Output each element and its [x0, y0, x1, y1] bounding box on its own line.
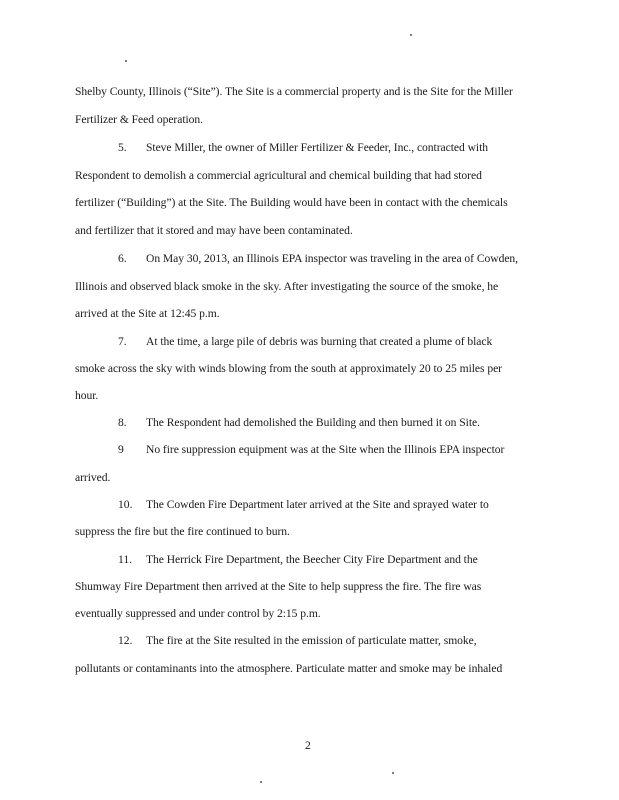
body-text-line: The Respondent had demolished the Building and then burned it on Site.: [146, 416, 480, 429]
body-text-line: arrived.: [75, 471, 111, 484]
body-text-line: Respondent to demolish a commercial agricultural and chemical building that had stored: [75, 169, 482, 182]
body-text-line: hour.: [75, 389, 99, 402]
body-text-line: At the time, a large pile of debris was burning that created a plume of black: [146, 335, 493, 348]
body-text-line: pollutants or contaminants into the atmosphere. Particulate matter and smoke may be inhaled: [75, 662, 503, 675]
body-text-line: Illinois and observed black smoke in the sky. After investigating the source of the smoke, he: [75, 280, 499, 293]
body-text-line: and fertilizer that it stored and may have been contaminated.: [75, 224, 353, 237]
paragraph-number: 11.: [118, 553, 133, 566]
body-text-line: On May 30, 2013, an Illinois EPA inspector was traveling in the area of Cowden,: [146, 252, 519, 265]
body-text-line: The Cowden Fire Department later arrived at the Site and sprayed water to: [146, 498, 489, 511]
paragraph-number: 6.: [118, 252, 127, 265]
scan-speck: [125, 60, 127, 62]
paragraph-number: 12.: [118, 634, 133, 647]
body-text-line: fertilizer (“Building”) at the Site. The Building would have been in contact with the chemicals: [75, 196, 508, 209]
body-text-line: No fire suppression equipment was at the Site when the Illinois EPA inspector: [146, 443, 505, 456]
body-text-line: Steve Miller, the owner of Miller Fertilizer & Feeder, Inc., contracted with: [146, 141, 489, 154]
scan-speck: [392, 772, 394, 774]
scan-speck: [410, 34, 412, 36]
scan-speck: [260, 781, 262, 783]
body-text-line: Shelby County, Illinois (“Site”). The Site is a commercial property and is the Site for the Miller: [75, 85, 513, 98]
paragraph-number: 8.: [118, 416, 127, 429]
paragraph-number: 9: [118, 443, 124, 456]
body-text-line: Shumway Fire Department then arrived at the Site to help suppress the fire. The fire was: [75, 580, 482, 593]
body-text-line: The Herrick Fire Department, the Beecher City Fire Department and the: [146, 553, 478, 566]
paragraph-number: 7.: [118, 335, 127, 348]
body-text-line: Fertilizer & Feed operation.: [75, 113, 204, 126]
body-text-line: arrived at the Site at 12:45 p.m.: [75, 307, 220, 320]
paragraph-number: 5.: [118, 141, 127, 154]
body-text-line: smoke across the sky with winds blowing from the south at approximately 20 to 25 miles per: [75, 362, 502, 375]
paragraph-number: 10.: [118, 498, 133, 511]
body-text-line: eventually suppressed and under control by 2:15 p.m.: [75, 607, 321, 620]
body-text-line: suppress the fire but the fire continued to burn.: [75, 525, 290, 538]
page-number: 2: [305, 739, 311, 752]
body-text-line: The fire at the Site resulted in the emission of particulate matter, smoke,: [146, 634, 477, 647]
